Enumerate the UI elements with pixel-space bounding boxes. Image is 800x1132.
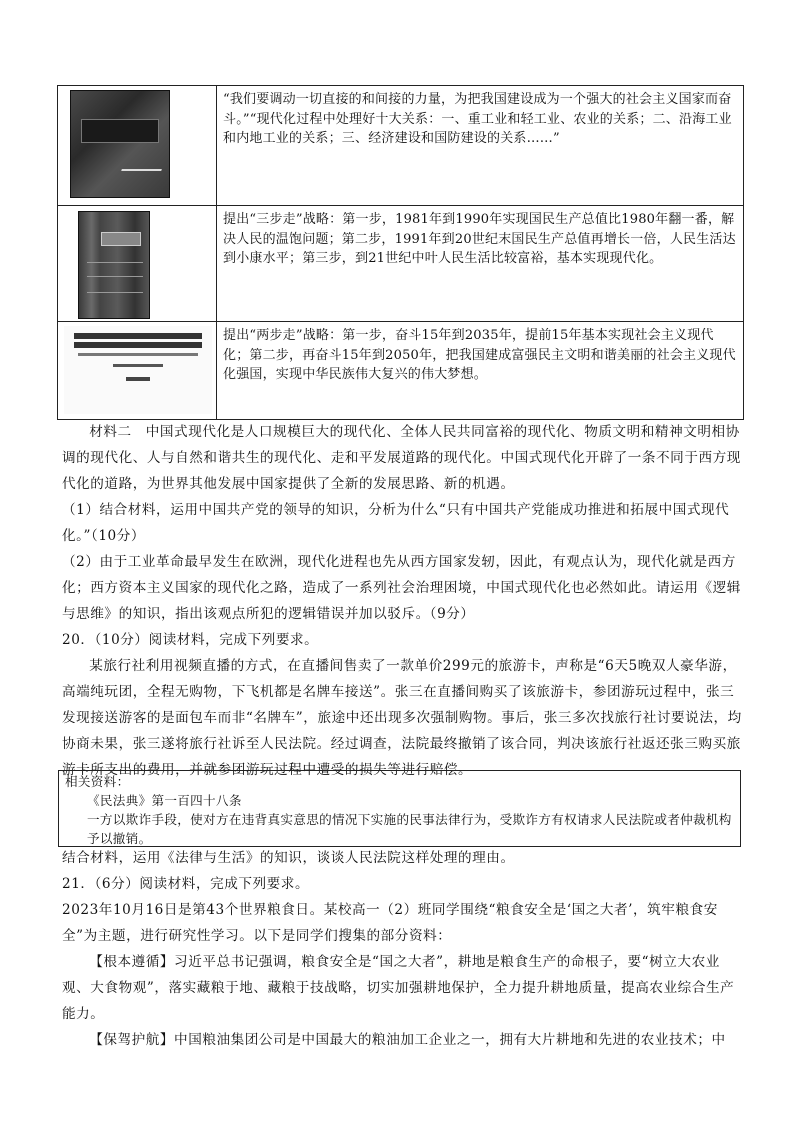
material-2-paragraph: 材料二 中国式现代化是人口规模巨大的现代化、全体人民共同富裕的现代化、物质文明和精神文明相协调的现代化、人与自然和谐共生的现代化、走和平发展道路的现代化。中国式现代化开辟了一条不同于西方现代化的道路，为世界其他发展中国家提供了全新的发展思路、新的机遇。	[62, 424, 741, 492]
q19-sub1: （1）结合材料，运用中国共产党的领导的知识，分析为什么“只有中国共产党能成功推进和拓展中国式现代化。”（10分）	[62, 502, 730, 544]
q21-paragraph-1: 【根本遵循】习近平总书记强调，粮食安全是“国之大者”，耕地是粮食生产的命根子，要“树立大农业观、大食物观”，落实藏粮于地、藏粮于技战略，切实加强耕地保护，全力提升耕地质量，提高农业综合生产能力。	[62, 954, 735, 1022]
q21-heading: 21．（6分）阅读材料，完成下列要求。	[62, 876, 310, 892]
table-cell-text: 提出“三步走”战略：第一步，1981年到1990年实现国民生产总值比1980年翻一番，解决人民的温饱问题；第二步，1991年到20世纪末国民生产总值再增长一倍，人民生活达到小康水平；第三步，到21世纪中叶人民生活比较富裕，基本实现现代化。	[217, 206, 744, 322]
table-cell-text: “我们要调动一切直接的和间接的力量，为把我国建设成为一个强大的社会主义国家而奋斗。”“现代化过程中处理好十大关系：一、重工业和轻工业、农业的关系；二、沿海工业和内地工业的关系；三、经济建设和国防建设的关系……”	[217, 86, 744, 206]
resource-title: 相关资料：	[65, 774, 130, 789]
material-table	[57, 85, 744, 420]
image-cell	[58, 206, 217, 322]
table-row	[58, 86, 744, 206]
related-resource-box	[58, 770, 741, 847]
book-volume-photo	[78, 211, 150, 319]
resource-law: 《民法典》第一百四十八条	[87, 793, 242, 808]
q19-sub2: （2）由于工业革命最早发生在欧洲，现代化进程也先从西方国家发轫，因此，有观点认为，现代化就是西方化；西方资本主义国家的现代化之路，造成了一系列社会治理困境，中国式现代化也必然如此。请运用《逻辑与思维》的知识，指出该观点所犯的逻辑错误并加以驳斥。（9分）	[62, 554, 741, 622]
table-row	[58, 206, 744, 322]
q21-paragraph-2: 【保驾护航】中国粮油集团公司是中国最大的粮油加工企业之一，拥有大片耕地和先进的农业技术；中	[89, 1032, 726, 1048]
q20-material: 某旅行社利用视频直播的方式，在直播间售卖了一款单价299元的旅游卡，声称是“6天5晚双人豪华游，高端纯玩团，全程无购物，下飞机都是名牌车接送”。张三在直播间购买了该旅游卡，参团游玩过程中，张三发现接送游客的是面包车而非“名牌车”，旅途中还出现多次强制购物。事后，张三多次找旅行社讨要说法，均协商未果，张三遂将旅行社诉至人民法院。经过调查，法院最终撤销了该合同，判决该旅行社返还张三购买旅游卡所支出的费用，并就参团游玩过程中遭受的损失等进行赔偿。	[62, 658, 742, 778]
report-cover-photo	[64, 326, 212, 414]
table-row	[58, 322, 744, 420]
image-cell	[58, 322, 217, 420]
table-cell-text: 提出“两步走”战略：第一步，奋斗15年到2035年，提前15年基本实现社会主义现代化；第二步，再奋斗15年到2050年，把我国建成富强民主文明和谐美丽的社会主义现代化强国，实现中华民族伟大复兴的伟大梦想。	[217, 322, 744, 420]
book-cover-photo	[70, 90, 170, 198]
resource-text: 一方以欺诈手段，使对方在违背真实意思的情况下实施的民事法律行为，受欺诈方有权请求人民法院或者仲裁机构予以撤销。	[87, 812, 732, 846]
q21-intro: 2023年10月16日是第43个世界粮食日。某校高一（2）班同学围绕“粮食安全是‘国之大者’，筑牢粮食安全”为主题，进行研究性学习。以下是同学们搜集的部分资料：	[62, 902, 718, 944]
q20-heading: 20．（10分）阅读材料，完成下列要求。	[62, 632, 319, 648]
q20-question: 结合材料，运用《法律与生活》的知识，谈谈人民法院这样处理的理由。	[62, 850, 515, 866]
image-cell	[58, 86, 217, 206]
